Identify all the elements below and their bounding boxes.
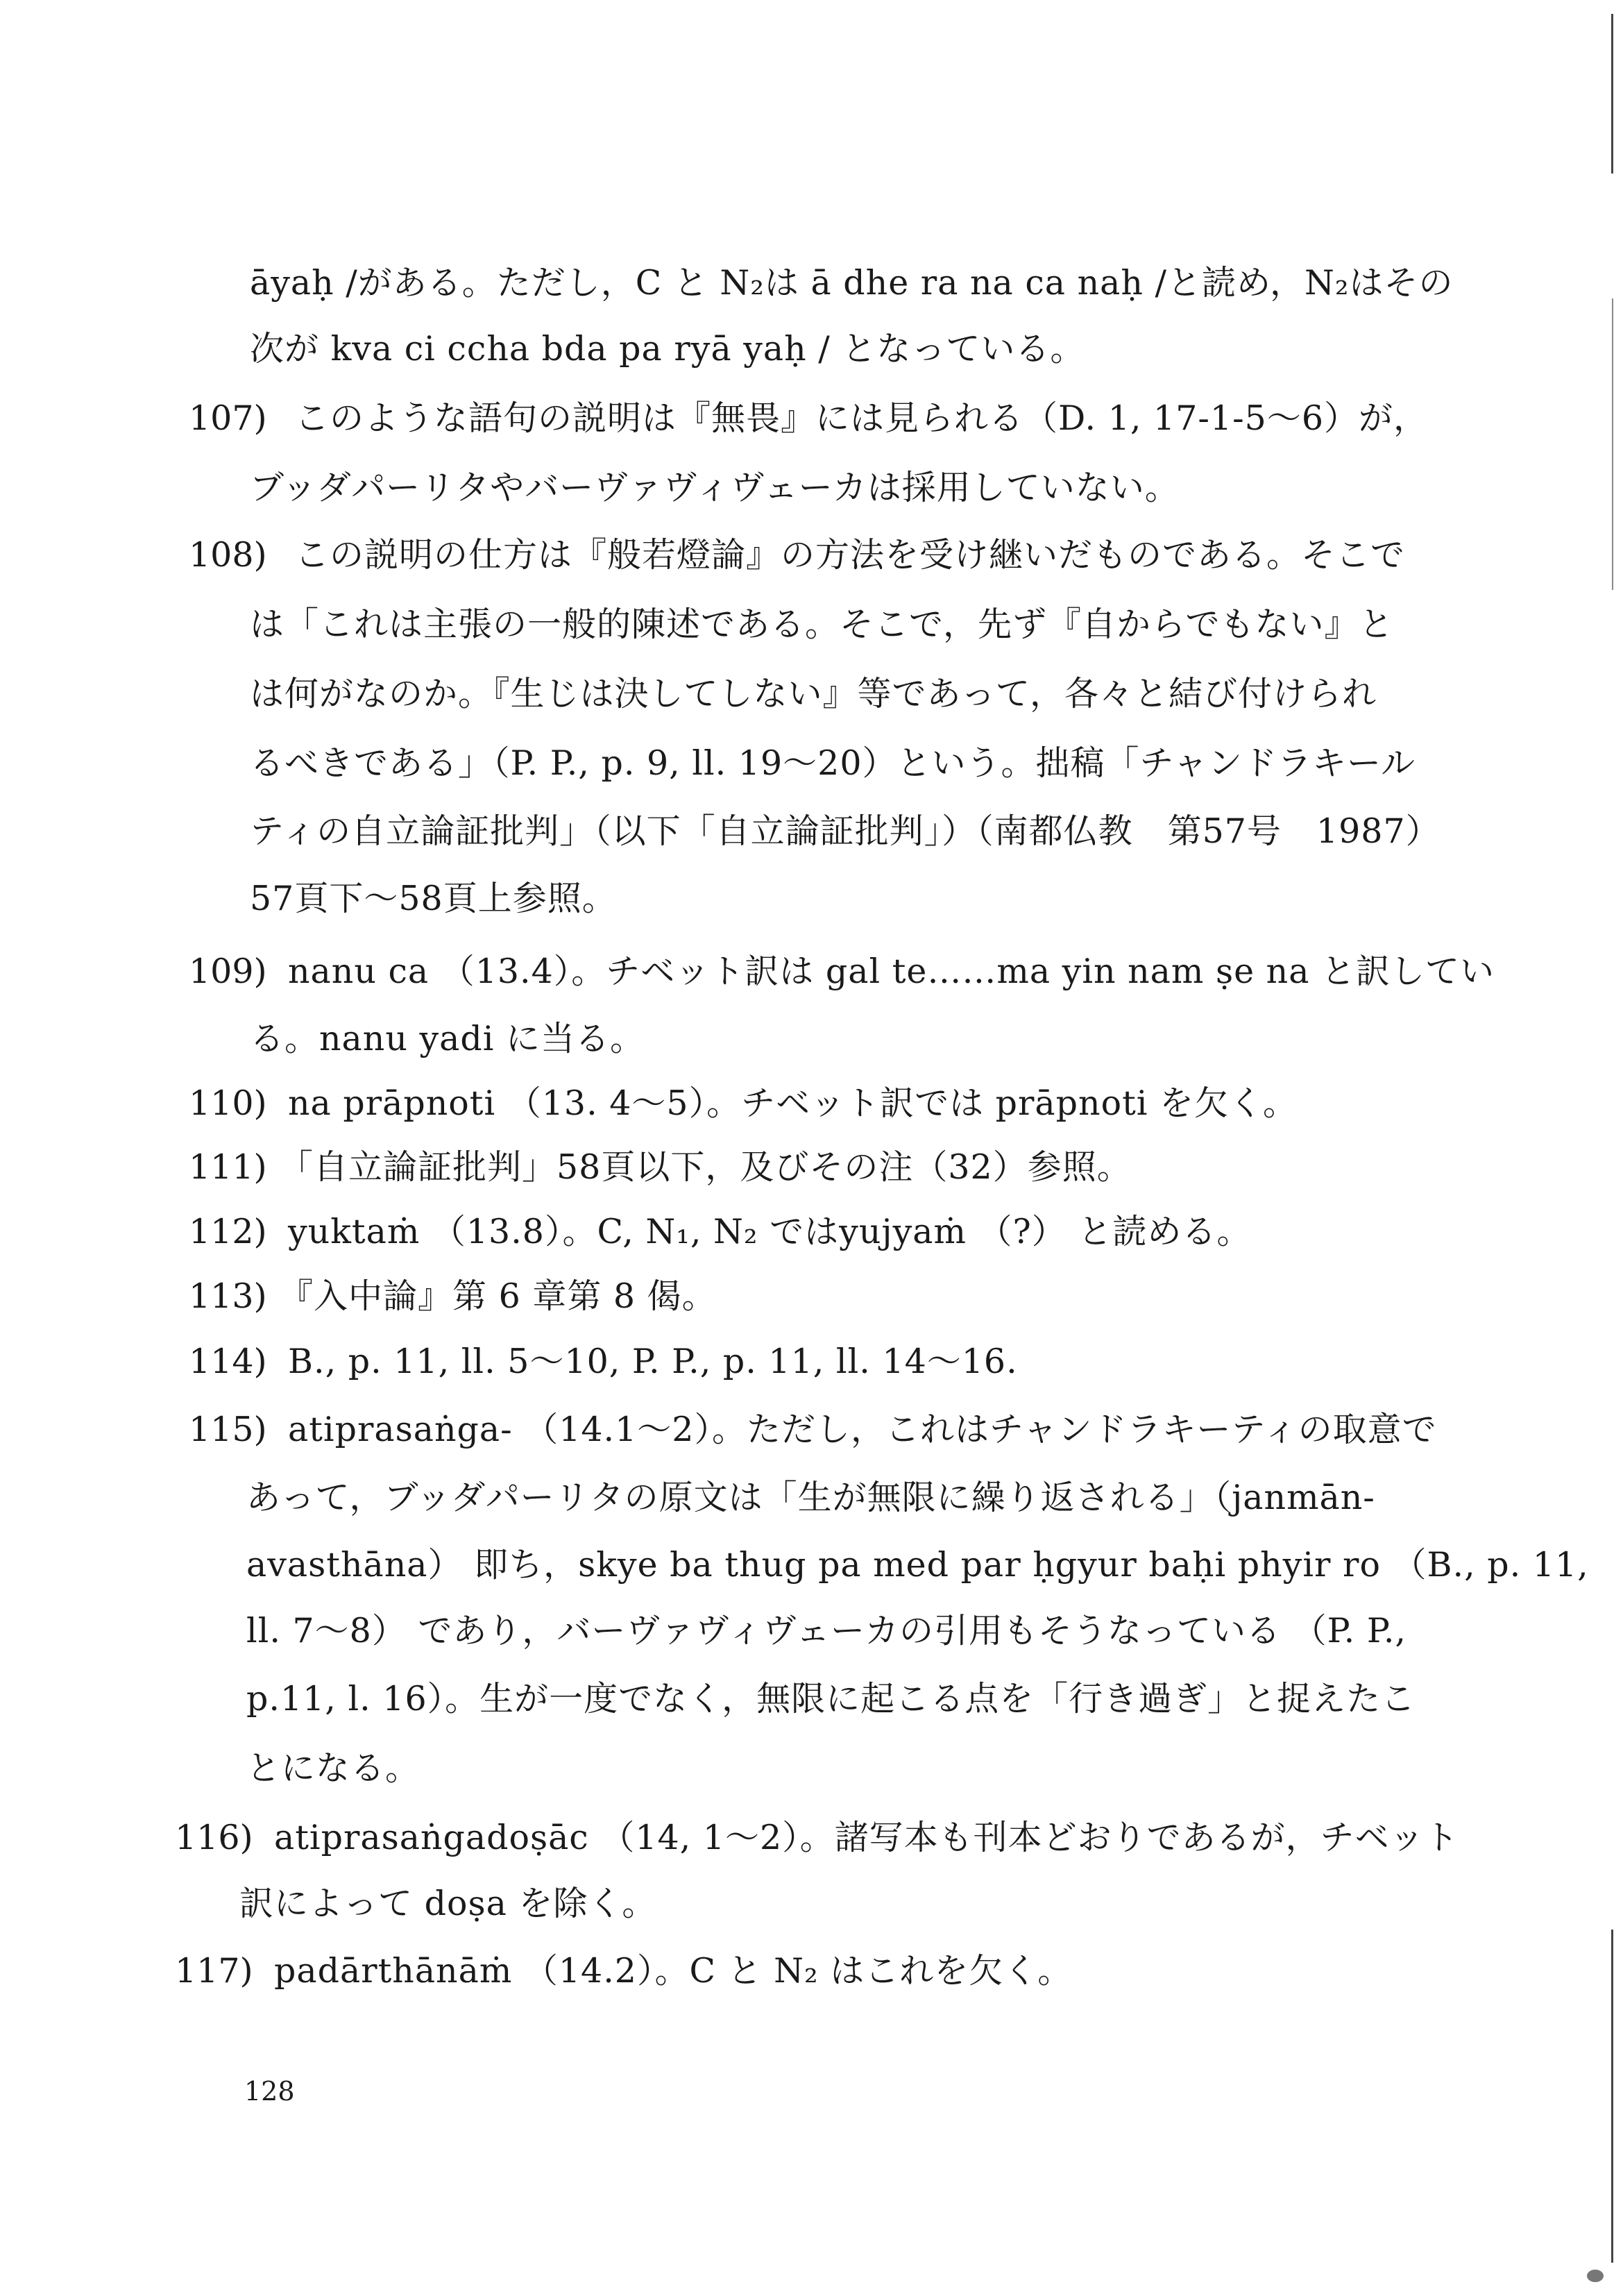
note-115-line-1: atiprasaṅga- （14.1～2）。ただし，これはチャンドラキーティの取意で xyxy=(288,1410,1437,1449)
note-115-line-4: ll. 7～8） であり，バーヴァヴィヴェーカの引用もそうなっている （P. P., xyxy=(246,1611,1407,1651)
note-108-line-1: この説明の仕方は『般若燈論』の方法を受け継いだものである。そこで xyxy=(295,535,1406,575)
note-114-number: 114) xyxy=(189,1342,267,1381)
note-106-line-1: āyaḥ /がある。ただし，C と N₂は ā dhe ra na ca naḥ /と読め，N₂はその xyxy=(250,263,1454,303)
note-115-line-5: p.11, l. 16）。生が一度でなく，無限に起こる点を「行き過ぎ」と捉えたこ xyxy=(246,1679,1416,1719)
note-115-line-3: avasthāna） 即ち，skye ba thug pa med par ḥgyur baḥi phyir ro （B., p. 11, xyxy=(246,1545,1589,1585)
note-108-line-5: ティの自立論証批判」（以下「自立論証批判」）（南都仏教 第57号 1987） xyxy=(250,811,1441,851)
note-106-line-2: 次が kva ci ccha bda pa ryā yaḥ / となっている。 xyxy=(250,329,1085,369)
note-115-number: 115) xyxy=(189,1410,267,1449)
scan-edge-line-top xyxy=(1611,14,1613,174)
note-112-number: 112) xyxy=(189,1212,267,1251)
note-113-number: 113) xyxy=(189,1276,267,1316)
note-115-line-6: とになる。 xyxy=(246,1748,420,1788)
note-108-line-2: は「これは主張の一般的陳述である。そこで，先ず『自からでもない』と xyxy=(250,605,1394,644)
note-107-line-2: ブッダパーリタやバーヴァヴィヴェーカは採用していない。 xyxy=(250,468,1180,507)
note-113-line-1: 『入中論』第 6 章第 8 偈。 xyxy=(279,1276,717,1316)
note-108-number: 108) xyxy=(189,535,267,575)
note-117-number: 117) xyxy=(175,1951,253,1991)
note-112-line-1: yuktaṁ （13.8）。C, N₁, N₂ ではyujyaṁ （?） と読める。 xyxy=(288,1212,1252,1251)
note-110-number: 110) xyxy=(189,1083,267,1123)
note-109-line-1: nanu ca （13.4）。チベット訳は gal te……ma yin nam ṣe na と訳してい xyxy=(288,952,1495,991)
note-115-line-2: あって，ブッダパーリタの原文は「生が無限に繰り返される」（janmān- xyxy=(246,1478,1375,1517)
note-111-line-1: 「自立論証批判」58頁以下，及びその注（32）参照。 xyxy=(279,1147,1132,1187)
note-107-number: 107) xyxy=(189,398,267,438)
scan-smudge xyxy=(1587,2270,1604,2282)
note-114-line-1: B., p. 11, ll. 5～10, P. P., p. 11, ll. 14～16. xyxy=(288,1342,1018,1381)
page-number: 128 xyxy=(244,2076,295,2107)
note-117-line-1: padārthānāṁ （14.2）。C と N₂ はこれを欠く。 xyxy=(274,1951,1073,1991)
scan-edge-line-bottom xyxy=(1611,1930,1613,2263)
note-116-line-1: atiprasaṅgadoṣāc （14, 1～2）。諸写本も刊本どおりであるが，チベット xyxy=(274,1818,1459,1857)
note-108-line-6: 57頁下～58頁上参照。 xyxy=(250,879,617,918)
note-108-line-3: は何がなのか。『生じは決してしない』等であって，各々と結び付けられ xyxy=(250,674,1377,714)
scan-edge-line-middle xyxy=(1612,298,1613,590)
note-109-number: 109) xyxy=(189,952,267,991)
note-110-line-1: na prāpnoti （13. 4～5）。チベット訳では prāpnoti を欠く。 xyxy=(288,1083,1298,1123)
note-111-number: 111) xyxy=(189,1147,267,1187)
note-109-line-2: る。nanu yadi に当る。 xyxy=(250,1019,645,1058)
note-116-number: 116) xyxy=(175,1818,253,1857)
note-108-line-4: るべきである」（P. P., p. 9, ll. 19～20）という。拙稿「チャンドラキール xyxy=(250,743,1416,783)
note-107-line-1: このような語句の説明は『無畏』には見られる（D. 1, 17-1-5～6）が， xyxy=(295,398,1429,438)
note-116-line-2: 訳によって doṣa を除く。 xyxy=(239,1884,657,1923)
